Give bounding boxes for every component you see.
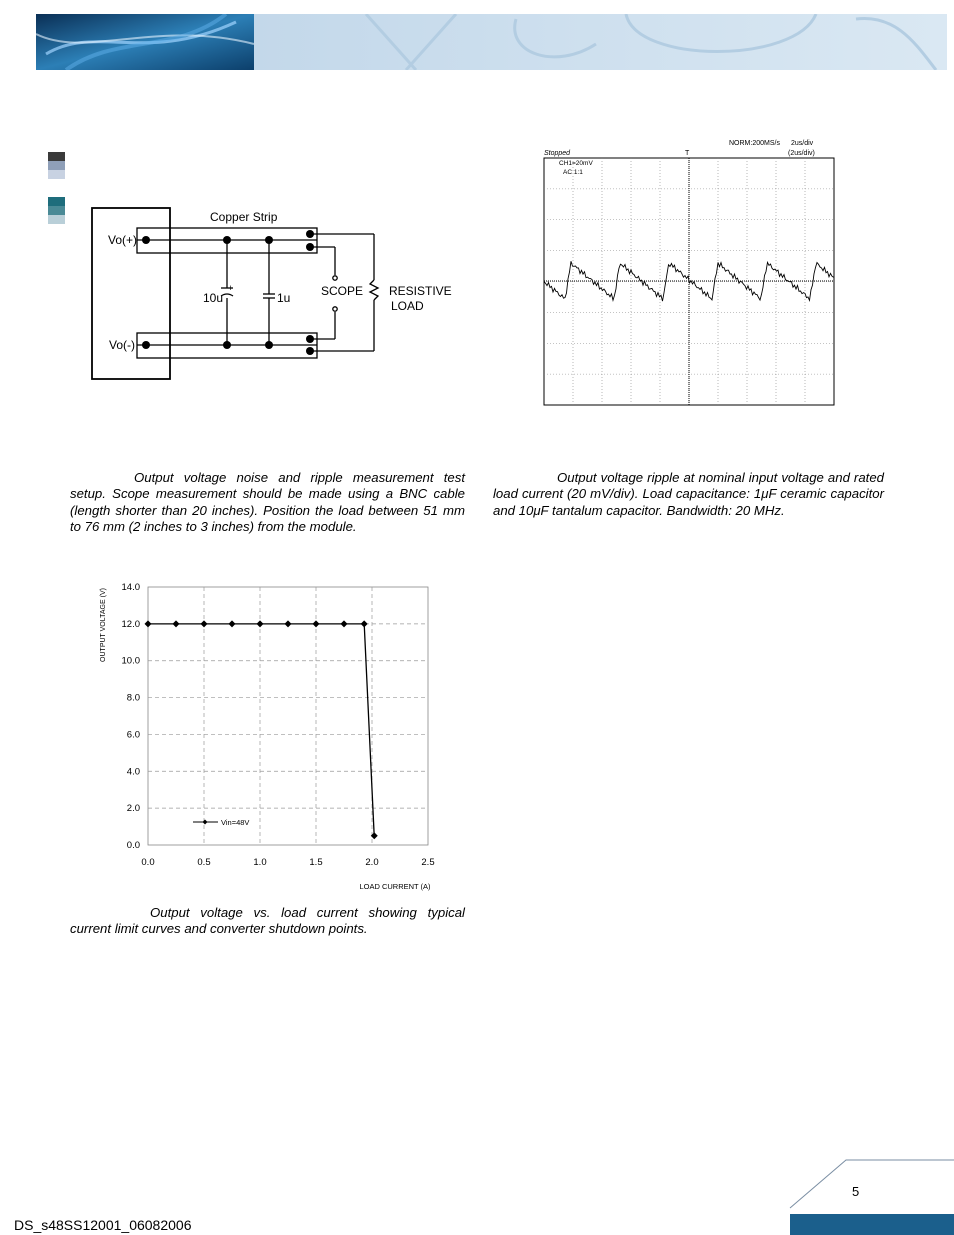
y-axis-label: OUTPUT VOLTAGE (V) [100, 588, 107, 662]
scope-timebase: 2us/div [791, 140, 814, 147]
x-tick-label: 1.5 [309, 857, 323, 868]
data-point [341, 620, 348, 627]
copper-strip-label: Copper Strip [210, 210, 278, 224]
y-tick-label: 14.0 [121, 582, 140, 593]
banner-graphic [36, 14, 947, 70]
footer-graphic [788, 1158, 954, 1235]
caption-current-limit: Output voltage vs. load current showing typical current limit curves and converter shutdown points. [70, 905, 465, 937]
page-number: 5 [852, 1184, 860, 1199]
data-point [313, 620, 320, 627]
y-tick-label: 0.0 [126, 840, 140, 851]
x-tick-label: 2.0 [365, 857, 379, 868]
output-voltage-vs-load-current-chart [95, 575, 445, 893]
y-tick-label: 4.0 [126, 766, 140, 778]
section-marker-gray [48, 152, 65, 161]
x-tick-label: 0.0 [141, 857, 155, 868]
cap-10u-label: 10u [203, 291, 224, 305]
data-point [173, 620, 180, 627]
scope-trigger-mark: T [685, 150, 690, 157]
legend-label: Vin=48V [221, 818, 250, 827]
y-tick-label: 12.0 [121, 618, 140, 630]
section-marker-teal-light [48, 215, 65, 224]
section-marker-gray-mid [48, 161, 65, 170]
data-point [201, 620, 208, 627]
caption-ripple: Output voltage ripple at nominal input voltage and rated load current (20 mV/div). Load capacitance: 1μF ceramic capacitor and 10μF tantalum capacitor. Bandwidth: 20 MHz. [493, 470, 884, 518]
data-point [361, 620, 368, 627]
scope-coupling: AC 1:1 [563, 169, 583, 176]
cap-plus-label: + [228, 283, 234, 293]
load-label: LOAD [391, 299, 424, 313]
data-point [257, 620, 264, 627]
section-marker-gray-light [48, 170, 65, 179]
data-point [145, 620, 152, 627]
section-marker-teal [48, 197, 65, 206]
section-marker-teal-mid [48, 206, 65, 215]
test-setup-schematic [85, 200, 465, 385]
document-id: DS_s48SS12001_06082006 [14, 1217, 192, 1233]
scope-channel: CH1=20mV [559, 160, 593, 167]
cap-1u-label: 1u [277, 291, 291, 305]
y-tick-label: 6.0 [126, 729, 140, 741]
x-tick-label: 1.0 [253, 857, 267, 868]
header-banner [36, 14, 947, 70]
x-axis-label: LOAD CURRENT (A) [359, 882, 431, 891]
vo-minus-label: Vo(-) [109, 338, 136, 352]
x-tick-label: 0.5 [197, 857, 211, 868]
scope-label: SCOPE [321, 284, 364, 298]
legend-marker [203, 820, 208, 825]
vo-plus-label: Vo(+) [108, 233, 138, 247]
scope-screenshot [535, 137, 840, 409]
data-point [285, 620, 292, 627]
y-tick-label: 10.0 [121, 655, 140, 667]
scope-sample-rate: NORM:200MS/s [729, 140, 780, 147]
caption-noise-setup: Output voltage noise and ripple measurement test setup. Scope measurement should be made using a BNC cable (length shorter than 20 inches). Position the load between 51 mm to 76 mm (2 inches to 3 inches) from the module. [70, 470, 465, 534]
series-line [148, 624, 374, 836]
resistive-label: RESISTIVE [389, 284, 452, 298]
x-tick-label: 2.5 [421, 857, 435, 868]
scope-timebase-paren: (2us/div) [788, 150, 815, 157]
data-point [229, 620, 236, 627]
scope-status: Stopped [544, 150, 571, 157]
y-tick-label: 2.0 [126, 803, 140, 815]
y-tick-label: 8.0 [126, 692, 140, 704]
